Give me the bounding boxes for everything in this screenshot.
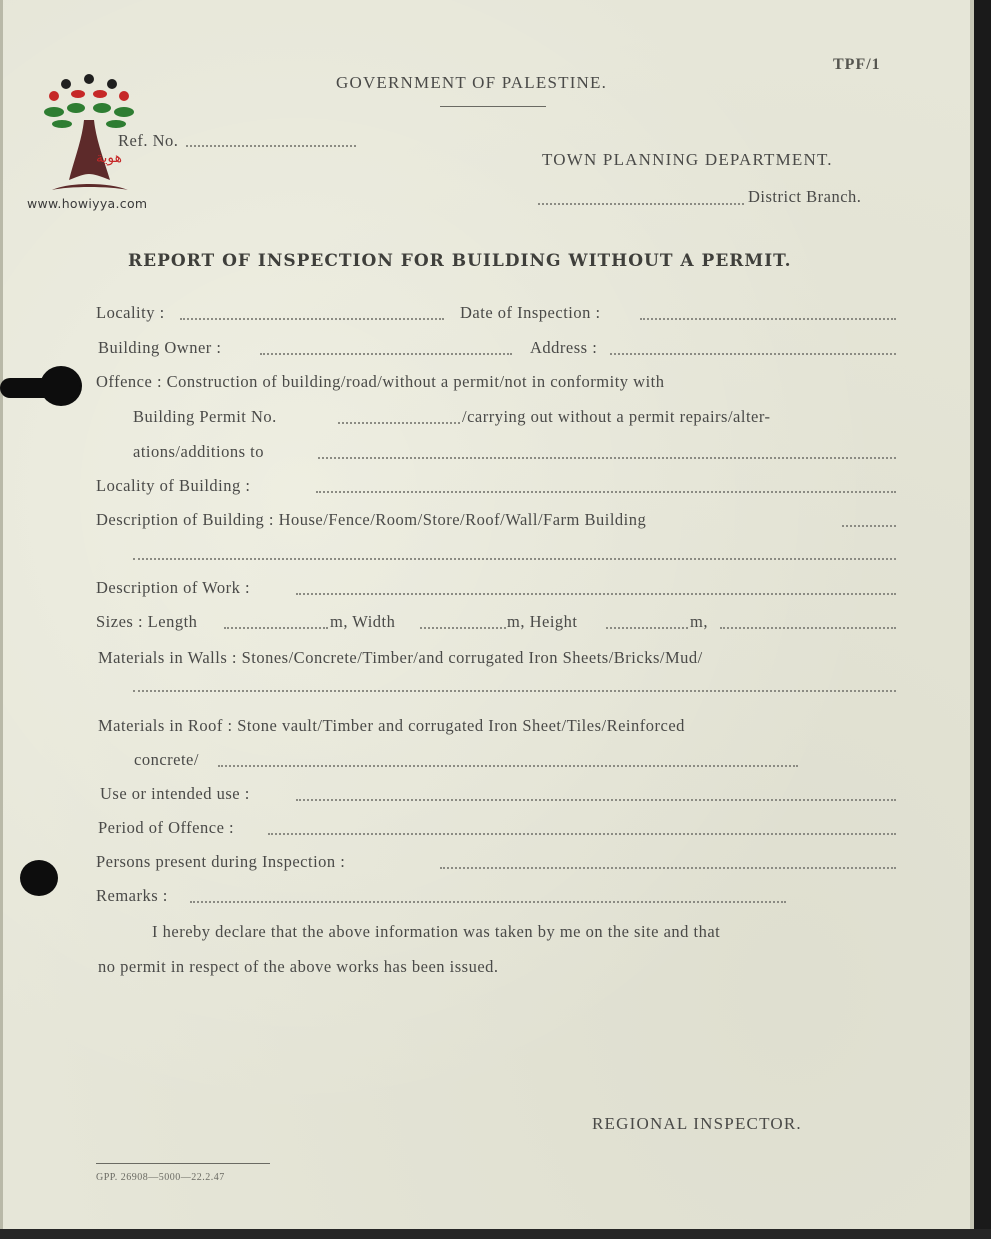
width-label: m, Width	[330, 612, 396, 631]
report-title: REPORT OF INSPECTION FOR BUILDING WITHOUT A PERMIT.	[128, 251, 792, 271]
declaration-line-1: I hereby declare that the above information was taken by me on the site and that	[152, 922, 721, 941]
description-of-building-field-2[interactable]	[133, 558, 896, 560]
heading-rule	[440, 106, 546, 107]
address-label: Address :	[530, 338, 598, 357]
description-of-work-field[interactable]	[296, 593, 896, 595]
remarks-field[interactable]	[190, 901, 786, 903]
scan-edge-left	[0, 0, 3, 1239]
offence-line-3: ations/additions to	[133, 442, 264, 461]
description-of-work-label: Description of Work :	[96, 578, 251, 597]
punch-hole-bottom	[20, 860, 58, 896]
date-of-inspection-label: Date of Inspection :	[460, 303, 601, 322]
offence-permit-label: Building Permit No.	[133, 407, 277, 426]
offence-line-2: /carrying out without a permit repairs/alter-	[462, 407, 771, 426]
building-owner-label: Building Owner :	[98, 338, 222, 357]
persons-present-field[interactable]	[440, 867, 896, 869]
footer-rule	[96, 1163, 270, 1164]
materials-in-roof-line-1: Materials in Roof : Stone vault/Timber and corrugated Iron Sheet/Tiles/Reinforced	[98, 716, 685, 735]
scan-edge-bottom	[0, 1229, 991, 1239]
height-field[interactable]	[606, 627, 688, 629]
ref-no-label: Ref. No.	[118, 131, 179, 150]
period-of-offence-label: Period of Offence :	[98, 818, 235, 837]
building-permit-no-field[interactable]	[338, 422, 460, 424]
period-of-offence-field[interactable]	[268, 833, 896, 835]
svg-text:هوية: هوية	[96, 150, 123, 166]
materials-in-walls-label: Materials in Walls : Stones/Concrete/Timber/and corrugated Iron Sheets/Bricks/Mud/	[98, 648, 703, 667]
sizes-extra-field[interactable]	[720, 627, 896, 629]
ink-smear	[0, 378, 80, 398]
locality-field[interactable]	[180, 318, 444, 320]
government-heading: GOVERNMENT OF PALESTINE.	[336, 73, 608, 92]
height-unit: m,	[690, 612, 708, 631]
materials-in-roof-line-2: concrete/	[134, 750, 199, 769]
locality-label: Locality :	[96, 303, 165, 322]
scan-edge-right	[973, 0, 991, 1239]
district-branch-label: District Branch.	[748, 187, 862, 206]
description-of-building-field[interactable]	[842, 525, 896, 527]
length-field[interactable]	[224, 627, 328, 629]
locality-of-building-label: Locality of Building :	[96, 476, 251, 495]
remarks-label: Remarks :	[96, 886, 168, 905]
ref-no-field[interactable]	[186, 145, 356, 147]
offence-line-1: Offence : Construction of building/road/without a permit/not in conformity with	[96, 372, 665, 391]
sizes-label: Sizes : Length	[96, 612, 198, 631]
alterations-field[interactable]	[318, 457, 896, 459]
height-label: m, Height	[507, 612, 578, 631]
materials-in-walls-field[interactable]	[133, 690, 896, 692]
regional-inspector-signature: REGIONAL INSPECTOR.	[592, 1114, 802, 1133]
use-label: Use or intended use :	[100, 784, 250, 803]
date-of-inspection-field[interactable]	[640, 318, 896, 320]
form-code: TPF/1	[833, 56, 881, 73]
width-field[interactable]	[420, 627, 506, 629]
locality-of-building-field[interactable]	[316, 491, 896, 493]
declaration-line-2: no permit in respect of the above works has been issued.	[98, 957, 499, 976]
description-of-building-label: Description of Building : House/Fence/Room/Store/Roof/Wall/Farm Building	[96, 510, 647, 529]
watermark-url: www.howiyya.com	[27, 196, 148, 211]
persons-present-label: Persons present during Inspection :	[96, 852, 346, 871]
use-field[interactable]	[296, 799, 896, 801]
address-field[interactable]	[610, 353, 896, 355]
building-owner-field[interactable]	[260, 353, 512, 355]
print-code: GPP. 26908—5000—22.2.47	[96, 1172, 225, 1183]
district-field[interactable]	[538, 203, 744, 205]
department-heading: TOWN PLANNING DEPARTMENT.	[542, 150, 833, 169]
materials-in-roof-field[interactable]	[218, 765, 798, 767]
